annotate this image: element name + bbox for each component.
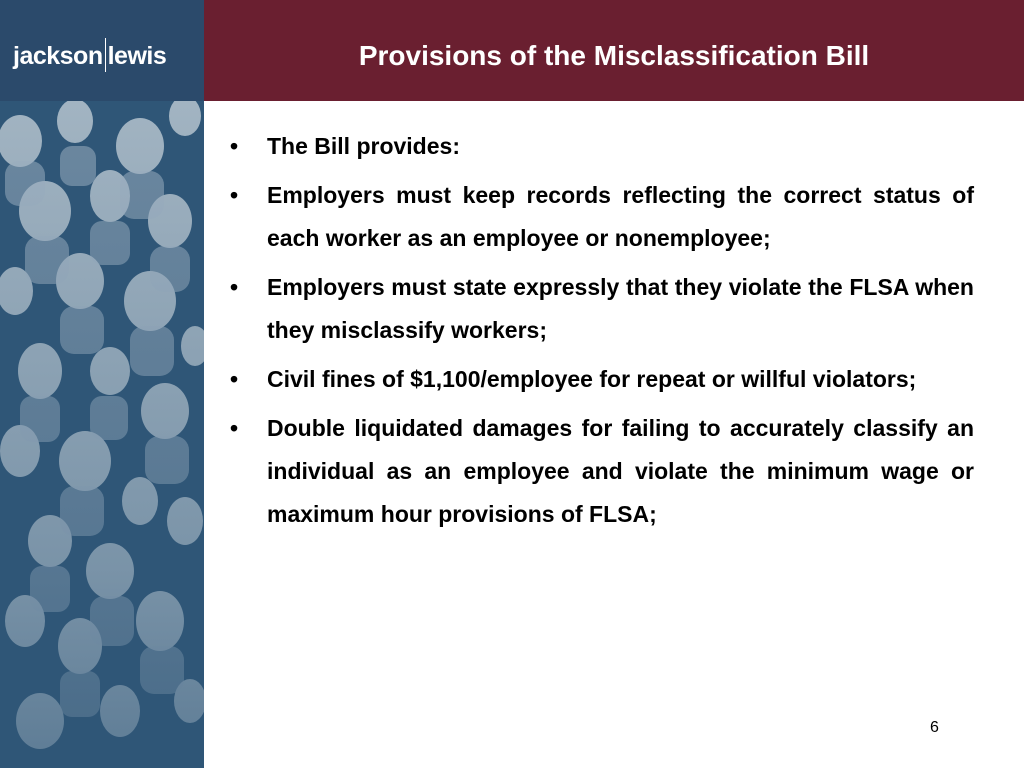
bullet-text: The Bill provides: (267, 133, 460, 159)
bullet-item-damages (228, 407, 974, 536)
logo-box (0, 0, 204, 101)
bullet-glyph: • (230, 366, 239, 392)
bullet-glyph: • (230, 274, 239, 300)
crowd-photo-panel (0, 101, 204, 768)
bullet-text: Employers must state expressly that they violate the FLSA when they misclassify workers; (267, 274, 974, 343)
slide-body (228, 125, 974, 542)
bullet-item-civil-fines (228, 358, 974, 401)
logo-text-left: jackson (13, 42, 103, 70)
page-number: 6 (930, 719, 939, 736)
bullet-glyph: • (230, 415, 239, 441)
bullet-item-intro (228, 125, 974, 168)
crowd-photo-image (0, 101, 204, 768)
title-bar (204, 0, 1024, 101)
bullet-list (228, 125, 974, 536)
jackson-lewis-logo (13, 38, 166, 71)
bullet-text: Double liquidated damages for failing to accurately classify an individual as an employee and violate the minimum wage or maximum hour provisions of FLSA; (267, 415, 974, 527)
bullet-glyph: • (230, 182, 239, 208)
bullet-glyph: • (230, 133, 239, 159)
logo-text-right: lewis (107, 42, 167, 70)
bullet-text: Employers must keep records reflecting the correct status of each worker as an employee or nonemployee; (267, 182, 974, 251)
bullet-item-records (228, 174, 974, 260)
bullet-text: Civil fines of $1,100/employee for repeat or willful violators; (267, 366, 917, 392)
bullet-item-flsa-statement (228, 266, 974, 352)
slide-title: Provisions of the Misclassification Bill (358, 40, 870, 71)
logo-divider (105, 38, 106, 72)
